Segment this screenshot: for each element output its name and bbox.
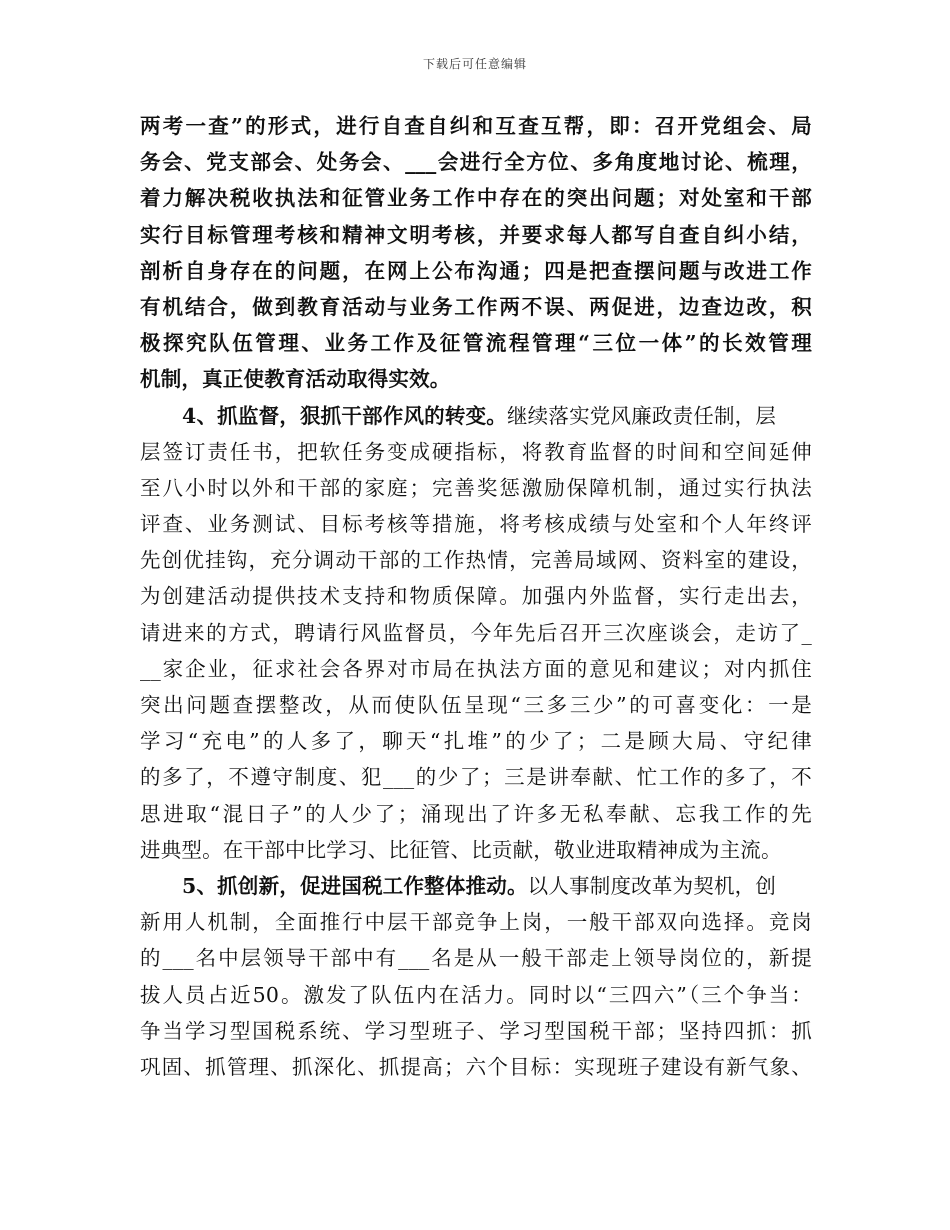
text-line: 先创优挂钩，充分调动干部的工作热情，完善局域网、资料室的建设，	[140, 548, 812, 573]
paragraph-3	[140, 868, 812, 1085]
text-line: 突出问题查摆整改，从而使队伍呈现“三多三少”的可喜变化：一是	[140, 693, 812, 717]
text-line: 层签订责任书，把软任务变成硬指标，将教育监督的时间和空间延伸	[140, 439, 812, 464]
paragraph-first-line	[140, 398, 812, 434]
text-line: 学习“充电”的人多了，聊天“扎堆”的少了；二是顾大局、守纪律	[140, 729, 812, 754]
text-line: 有机结合，做到教育活动与业务工作两不误、两促进，边查边改，积	[140, 294, 812, 319]
paragraph-1	[140, 108, 812, 398]
paragraph-2	[140, 398, 812, 868]
text-span: 继续落实党风廉政责任制，层	[506, 403, 777, 428]
section-heading: 5、抓创新，促进国税工作整体推动。	[182, 873, 528, 898]
text-line: __家企业，征求社会各界对市局在执法方面的意见和建议；对内抓住	[140, 656, 812, 681]
text-line: 争当学习型国税系统、学习型班子、学习型国税干部；坚持四抓：抓	[140, 1018, 812, 1043]
text-line: 剖析自身存在的问题，在网上公布沟通；四是把查摆问题与改进工作	[140, 258, 812, 283]
document-body	[140, 108, 812, 1085]
text-line: 的多了，不遵守制度、犯___的少了；三是讲奉献、忙工作的多了，不	[140, 765, 812, 790]
text-line: 请进来的方式，聘请行风监督员，今年先后召开三次座谈会，走访了_	[140, 620, 812, 645]
page-header: 下载后可任意编辑	[422, 57, 527, 71]
text-line: 至八小时以外和干部的家庭；完善奖惩激励保障机制，通过实行执法	[140, 475, 812, 500]
text-line: 思进取“混日子”的人少了；涌现出了许多无私奉献、忘我工作的先	[140, 801, 812, 826]
text-line: 两考一查”的形式，进行自查自纠和互查互帮，即：召开党组会、局	[140, 114, 812, 138]
text-line: 机制，真正使教育活动取得实效。	[140, 367, 451, 392]
text-line: 务会、党支部会、处务会、___会进行全方位、多角度地讨论、梳理，	[140, 150, 812, 175]
text-span: 以人事制度改革为契机，创	[527, 873, 777, 898]
text-line: 的___名中层领导干部中有___名是从一般干部走上领导岗位的，新提	[140, 946, 812, 971]
text-line: 为创建活动提供技术支持和物质保障。加强内外监督，实行走出去，	[140, 584, 812, 609]
text-line: 拔人员占近50。激发了队伍内在活力。同时以“三四六”（三个争当：	[140, 982, 812, 1007]
section-heading: 4、抓监督，狠抓干部作风的转变。	[182, 403, 507, 428]
text-line: 进典型。在干部中比学习、比征管、比贡献，敬业进取精神成为主流。	[140, 837, 782, 862]
paragraph-first-line	[140, 868, 812, 904]
text-line: 评查、业务测试、目标考核等措施，将考核成绩与处室和个人年终评	[140, 512, 812, 537]
text-line: 新用人机制，全面推行中层干部竞争上岗，一般干部双向选择。竞岗	[140, 910, 812, 935]
text-line: 实行目标管理考核和精神文明考核，并要求每人都写自查自纠小结，	[140, 222, 812, 247]
text-line: 着力解决税收执法和征管业务工作中存在的突出问题；对处室和干部	[140, 186, 812, 211]
text-line: 巩固、抓管理、抓深化、抓提高；六个目标：实现班子建设有新气象、	[140, 1054, 812, 1079]
text-line: 极探究队伍管理、业务工作及征管流程管理“三位一体”的长效管理	[140, 331, 812, 356]
